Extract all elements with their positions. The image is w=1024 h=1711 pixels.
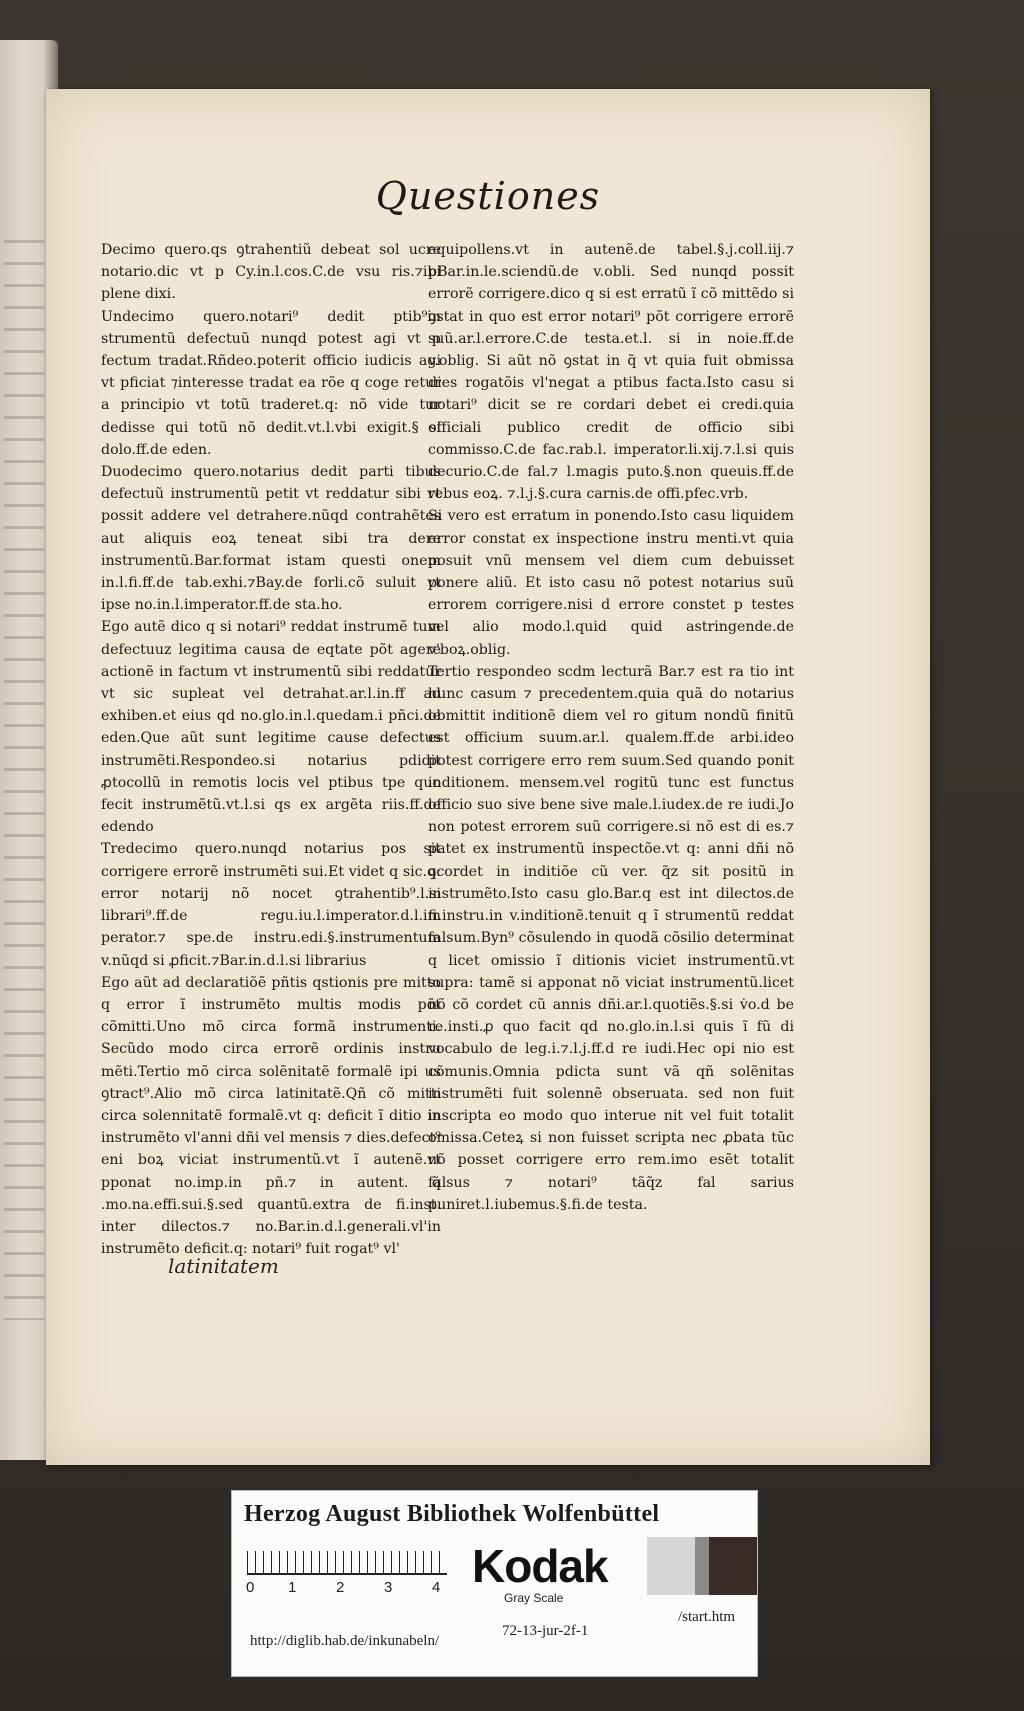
kodak-logo: Kodak (472, 1540, 608, 1592)
paragraph: Tertio respondeo scdm lecturã Bar.⁊ est ra tio int hunc casum ⁊ precedentem.quia quã do notarius obmittit inditionẽ diem vel ro gitum nondũ finitũ est officium suum.ar.l. qualem.ff.de arbi.ideo potest corrigere erro rem suum.Sed quando ponit inditionem. mensem.vel rogitũ tunc est functus officio suo sive bene sive male.l.iudex.de re iudi.Jo non potest errorem suũ corrigere.si nõ est di es.⁊ patet ex instrumentũ inspectõe.vt q: anni dñi nõ ꝯcordet in inditiõe cũ ver. q̃z sit positũ in instrumẽto.Isto casu glo.Bar.q est int dilectos.de fi.instru.in v.inditionẽ.tenuit q ĩ strumentũ reddat falsum.Byn⁹ cõsulendo in quodã cõsilio determinat q licet omissio ĩ ditionis viciet instrumentũ.vt supra: tamẽ si apponat nõ viciat instrumentũ.licet nõ cõ cordet cũ annis dñi.ar.l.quotiẽs.§.si v̇o.d be re.insti.ꝓ quo facit qd no.glo.in.l.si quis ĩ fũ di vocabulo de leg.i.⁊.l.j.ff.d re iudi.Hec opi nio est cõmunis.Omnia pdicta sunt vã qñ solẽnitas instrumẽti fuit solennẽ obseruata. sed non fuit inscripta eo modo quo interue nit vel fuit totalit omissa.Ceteꝝ si non fuisset scripta nec ꝓbata tũc nõ posset corrigere erro rem.imo esẽt totalit falsus ⁊ notari⁹ tãq̃z fal sarius puniret.l.iubemus.§.fi.de testa. (428, 663, 794, 1213)
paragraph: Tredecimo quero.nunqd notarius pos sit corrigere errorẽ instrumẽti sui.Et videt q sic.q: error notarij nõ nocet ꝯtrahentib⁹.l.si librari⁹.ff.de regu.iu.l.imperator.d.l.im perator.⁊ spe.de instru.edi.§.instrumentum v.nũqd si ꝓficit.⁊Bar.in.d.l.si librarius (101, 841, 441, 969)
paragraph: Ego aũt ad declaratiõẽ pñtis qstionis pre mitto q error ĩ instrumẽto multis modis põt cõmitti.Uno mõ circa formã instrumenti. Secũdo modo circa errorẽ ordinis instru mẽti.Tertio mõ circa solẽnitatẽ formalẽ ipi us ꝯtract⁹.Alio mõ circa latinitatẽ.Qñ cõ mitti circa solennitatẽ formalẽ.vt q: deficit ĩ ditio in instrumẽto vl'anni dñi vel mensis ⁊ dies.defect⁹ eni boꝝ viciat instrumentũ.vt ĩ autenẽ.vt pponat no.imp.in pñ.⁊ in autent. q̃ .mo.na.effi.sui.§.sed quantũ.extra de fi.inst. inter dilectos.⁊ no.Bar.in.d.l.generali.vl'in instrumẽto deficit.q: notari⁹ fuit rogat⁹ vl' (101, 974, 441, 1258)
paragraph: Si vero est erratum in ponendo.Isto casu liquidem error constat ex inspectione instru menti.vt quia posuit vnũ mensem vel diem cum debuisset ponere aliũ. Et isto casu nõ potest notarius suũ errorem corrigere.nisi d errore constet p testes vel alio modo.l.quid quid astringende.de v'boꝝ.oblig. (428, 508, 794, 658)
left-column (101, 239, 441, 1260)
gray-swatch (647, 1537, 695, 1595)
start-path: /start.htm (678, 1609, 736, 1625)
paragraph: equipollens.vt in autenẽ.de tabel.§.j.coll.iij.⁊ pBar.in.le.sciendũ.de v.obli. Sed nunqd possit errorẽ corrigere.dico q si est erratũ ĩ cõ mittẽdo si ꝯstat in quo est error notari⁹ põt corrigere errorẽ suũ.ar.l.errore.C.de testa.et.l. si in noie.ff.de v.oblig. Si aũt nõ ꝯstat in q̃ vt quia fuit obmissa dies rogatõis vl'negat a ptibus facta.Isto casu si notari⁹ dicit se re cordari debet ei credi.quia officiali publico credit de officio sibi commisso.C.de fac.rab.l. imperator.li.xij.⁊.l.si quis decurio.C.de fal.⁊ l.magis puto.§.non queuis.ff.de rebus eoꝝ. ⁊.l.j.§.cura carnis.de offi.pfec.vrb. (428, 242, 794, 503)
ruler-number: 4 (432, 1579, 441, 1596)
library-title: Herzog August Bibliothek Wolfenbüttel (244, 1501, 660, 1527)
document-page (46, 89, 930, 1465)
ruler-scale (247, 1551, 447, 1575)
gray-swatch (709, 1537, 757, 1595)
handwritten-note: latinitatem (168, 1254, 279, 1278)
page-title: Questiones (375, 174, 601, 218)
paragraph: Decimo quero.qs ꝯtrahentiũ debeat sol ucre notario.dic vt p Cy.in.l.cos.C.de vsu ris.⁊ibi plene dixi. (101, 242, 441, 303)
ruler-number: 2 (336, 1579, 345, 1596)
paragraph: Undecimo quero.notari⁹ dedit ptib⁹in strumentũ defectuũ nunqd potest agi vt p fectum tradat.Rñdeo.poterit officio iudicis agi vt pficiat ⁊interesse tradat ea rõe q coge retur a principio vt totũ traderet.q: nõ vide tur dedisse qui totũ nõ dedit.vt.l.vbi exigit.§ si dolo.ff.de eden. (101, 308, 441, 458)
ruler-number: 1 (288, 1579, 297, 1596)
page-edges (4, 240, 44, 1320)
shelfmark-code: 72-13-jur-2f-1 (502, 1623, 589, 1639)
paragraph: Ego autẽ dico q si notari⁹ reddat instrumẽ tum defectuuz legitima causa de eqtate põt agere actionẽ in factum vt instrumentũ sibi reddatur vt sic supleat vel detrahat.ar.l.in.ff ad exhiben.et eius qd no.glo.in.l.quedam.i pñci.de eden.Que aũt sunt legitime cause defectus instrumẽti.Respondeo.si notarius pdidit ꝓtocollũ in remotis locis vel ptibus tpe quo fecit instrumẽtũ.vt.l.si qs ex argẽta riis.ff.de edendo (101, 619, 441, 836)
color-target-card (231, 1490, 758, 1677)
ruler-number: 3 (384, 1579, 393, 1596)
ruler-number: 0 (246, 1579, 255, 1596)
gray-swatch (695, 1537, 709, 1595)
url-text: http://diglib.hab.de/inkunabeln/ (250, 1633, 440, 1649)
right-column (428, 239, 794, 1216)
gray-scale-label: Gray Scale (504, 1591, 564, 1605)
paragraph: Duodecimo quero.notarius dedit parti tibus defectuũ instrumentũ petit vt reddatur sibi vt possit addere vel detrahere.nũqd contrahẽtes aut aliquis eoꝝ teneat sibi tra dere instrumentũ.Bar.format istam questi onem in.l.fi.ff.de tab.exhi.⁊Bay.de forli.cõ suluit vt ipse no.in.l.imperator.ff.de sta.ho. (101, 464, 441, 614)
